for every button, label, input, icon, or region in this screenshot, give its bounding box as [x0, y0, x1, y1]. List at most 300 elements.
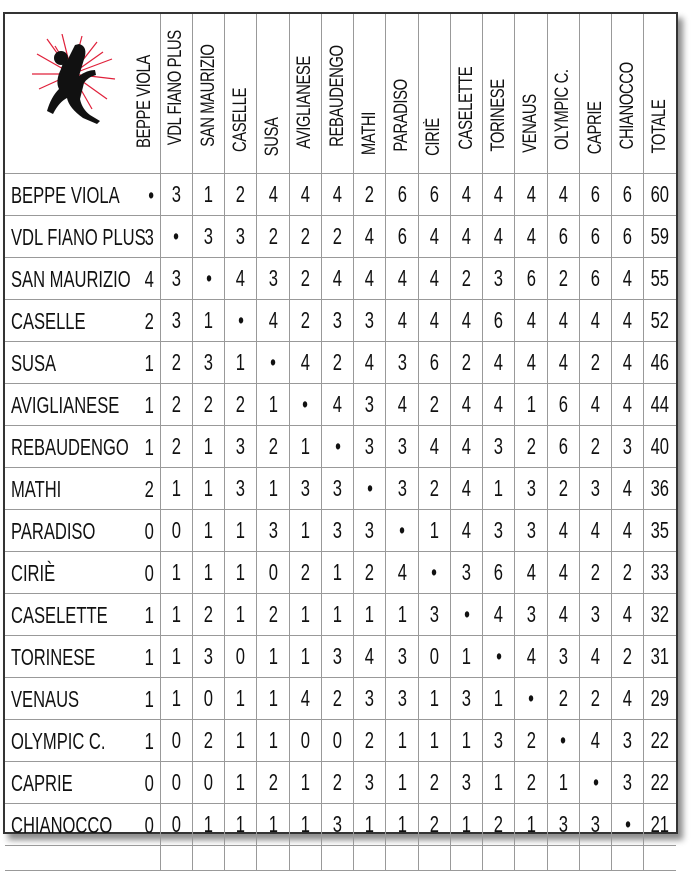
team-name: CIRIÈ: [11, 559, 56, 586]
bicycle-kick-logo-icon: [27, 34, 117, 129]
score-value: 3: [203, 222, 214, 249]
column-header-label: TORINESE: [487, 78, 509, 152]
score-value: 4: [623, 474, 633, 501]
score-cell: [257, 551, 289, 593]
score-value: 4: [526, 222, 536, 249]
score-cell: [386, 593, 418, 635]
score-cell: [483, 215, 515, 257]
table-row: [5, 257, 676, 299]
score-value: 2: [236, 390, 246, 417]
total-cell: [644, 551, 676, 593]
score-value: •: [270, 348, 276, 375]
score-cell: [612, 509, 644, 551]
score-value: 0: [203, 768, 214, 795]
team-name-cell: [5, 341, 160, 383]
score-cell: [257, 299, 289, 341]
score-cell: [483, 719, 515, 761]
score-cell: [192, 551, 224, 593]
team-name: TORINESE: [11, 643, 96, 670]
score-value: 1: [300, 642, 310, 669]
score-cell: [354, 677, 386, 719]
score-value: 1: [236, 684, 246, 711]
score-cell: [579, 509, 611, 551]
score-cell: [321, 173, 353, 215]
table-row: [5, 299, 676, 341]
score-cell: [321, 761, 353, 803]
score-cell: [192, 677, 224, 719]
score-cell: [483, 383, 515, 425]
score-cell: [257, 257, 289, 299]
score-cell: [192, 719, 224, 761]
column-header-label: CIRIÈ: [423, 118, 445, 157]
score-cell: [225, 509, 257, 551]
score-cell: [579, 425, 611, 467]
score-cell: [579, 551, 611, 593]
score-value: 4: [429, 222, 439, 249]
score-value: 3: [461, 558, 472, 585]
score-value: 1: [268, 390, 278, 417]
total-value: 35: [650, 516, 670, 543]
score-value: 1: [365, 810, 375, 837]
total-value: 32: [650, 600, 670, 627]
score-cell: [225, 551, 257, 593]
score-cell: [289, 341, 321, 383]
score-cell: [225, 257, 257, 299]
score-value: 0: [171, 516, 181, 543]
score-value: 3: [171, 264, 181, 291]
score-value: 1: [300, 810, 310, 837]
table-row: [5, 215, 676, 257]
total-cell: [644, 803, 676, 845]
score-cell: [160, 761, 192, 803]
score-value: 4: [268, 306, 278, 333]
score-cell: [160, 383, 192, 425]
score-cell: [418, 425, 450, 467]
score-value: 1: [236, 348, 246, 375]
score-cell: [483, 173, 515, 215]
score-cell: 0: [144, 517, 154, 544]
score-value: 3: [461, 684, 472, 711]
score-cell: [160, 509, 192, 551]
score-value: 1: [526, 810, 536, 837]
score-cell: [192, 299, 224, 341]
score-cell: [418, 173, 450, 215]
score-cell: [321, 341, 353, 383]
total-cell: [644, 635, 676, 677]
team-name-cell: [5, 635, 160, 677]
score-value: 1: [203, 180, 214, 207]
score-value: 3: [526, 474, 536, 501]
score-cell: [354, 509, 386, 551]
score-value: 2: [526, 726, 536, 753]
score-cell: [289, 173, 321, 215]
table-row: [5, 803, 676, 845]
score-cell: [579, 215, 611, 257]
score-cell: [160, 341, 192, 383]
score-value: 4: [623, 516, 633, 543]
score-value: •: [431, 558, 438, 585]
score-value: 4: [461, 390, 472, 417]
column-header-mathi: [354, 14, 386, 173]
score-cell: [160, 299, 192, 341]
score-cell: [450, 551, 482, 593]
column-header-cirie: [418, 14, 450, 173]
score-cell: [257, 509, 289, 551]
score-cell: 3: [144, 223, 154, 250]
score-value: 4: [365, 642, 375, 669]
score-cell: [289, 677, 321, 719]
team-name-cell: [5, 761, 160, 803]
score-cell: [450, 509, 482, 551]
score-value: 1: [171, 558, 181, 585]
score-cell: [579, 341, 611, 383]
score-cell: [547, 719, 579, 761]
score-value: 3: [332, 642, 343, 669]
score-cell: [547, 803, 579, 845]
score-value: 3: [397, 474, 407, 501]
score-value: 0: [332, 726, 343, 753]
column-header-text: [359, 106, 381, 161]
score-cell: [225, 677, 257, 719]
score-cell: [225, 593, 257, 635]
score-cell: [579, 467, 611, 509]
score-value: 1: [300, 600, 310, 627]
score-cell: [450, 719, 482, 761]
score-cell: [450, 635, 482, 677]
score-cell: [483, 299, 515, 341]
score-cell: [192, 635, 224, 677]
score-cell: [612, 425, 644, 467]
score-cell: [483, 677, 515, 719]
score-value: 1: [461, 810, 472, 837]
score-cell: 1: [144, 433, 154, 460]
score-value: 1: [397, 600, 407, 627]
team-name-cell: [5, 719, 160, 761]
team-name: VENAUS: [11, 685, 80, 712]
score-value: •: [495, 642, 502, 669]
score-value: 2: [590, 684, 601, 711]
score-value: 4: [590, 516, 601, 543]
column-header-label: VDL FIANO PLUS: [165, 30, 187, 146]
score-cell: [418, 551, 450, 593]
score-cell: [257, 719, 289, 761]
score-value: 3: [332, 306, 343, 333]
score-value: 3: [365, 768, 375, 795]
score-cell: [483, 803, 515, 845]
score-cell: [257, 215, 289, 257]
score-cell: [160, 215, 192, 257]
score-value: 3: [494, 264, 504, 291]
score-cell: [225, 719, 257, 761]
score-value: 1: [236, 600, 246, 627]
score-cell: [289, 299, 321, 341]
score-value: 3: [365, 390, 375, 417]
score-cell: [386, 551, 418, 593]
score-cell: [289, 551, 321, 593]
table-row: [5, 593, 676, 635]
table-row: [5, 467, 676, 509]
score-cell: [257, 383, 289, 425]
score-value: 3: [494, 516, 504, 543]
column-header-beppe-viola: [134, 42, 156, 161]
score-cell: [418, 635, 450, 677]
score-cell: 0: [144, 559, 154, 586]
score-cell: [192, 761, 224, 803]
score-value: 6: [558, 432, 568, 459]
score-value: 2: [623, 642, 633, 669]
score-value: 1: [236, 768, 246, 795]
score-value: 3: [365, 432, 375, 459]
score-cell: [321, 635, 353, 677]
score-value: 1: [397, 726, 407, 753]
table-row: [5, 509, 676, 551]
score-cell: [418, 383, 450, 425]
score-cell: 1: [144, 349, 154, 376]
score-cell: [192, 215, 224, 257]
score-cell: [289, 593, 321, 635]
team-name: CASELLE: [11, 307, 86, 334]
score-cell: [192, 341, 224, 383]
total-cell: [644, 467, 676, 509]
standings-table-frame: [3, 12, 678, 838]
score-value: 4: [494, 222, 504, 249]
score-cell: 0: [144, 769, 154, 796]
score-value: 1: [236, 726, 246, 753]
score-cell: [354, 803, 386, 845]
score-cell: [579, 761, 611, 803]
score-value: 6: [558, 222, 568, 249]
score-cell: [418, 257, 450, 299]
score-value: 3: [397, 432, 407, 459]
score-value: 2: [623, 558, 633, 585]
team-name: REBAUDENGO: [11, 433, 129, 460]
score-cell: [612, 467, 644, 509]
score-cell: [547, 341, 579, 383]
score-cell: [386, 719, 418, 761]
score-value: 4: [365, 264, 375, 291]
score-value: 6: [526, 264, 536, 291]
score-value: 6: [429, 180, 439, 207]
score-value: 3: [332, 516, 343, 543]
score-cell: [160, 425, 192, 467]
score-cell: [483, 509, 515, 551]
score-value: 1: [171, 642, 181, 669]
score-value: 2: [429, 474, 439, 501]
score-cell: [354, 299, 386, 341]
score-value: 3: [558, 642, 568, 669]
score-value: 1: [397, 768, 407, 795]
total-value: 21: [650, 810, 670, 837]
total-value: 33: [650, 558, 670, 585]
score-value: 2: [268, 432, 278, 459]
score-value: 4: [526, 348, 536, 375]
table-row: [5, 425, 676, 467]
score-cell: [289, 215, 321, 257]
score-cell: [579, 173, 611, 215]
score-value: 1: [300, 432, 310, 459]
column-header-venaus: [515, 14, 547, 173]
score-cell: [612, 215, 644, 257]
score-cell: [386, 173, 418, 215]
team-name: CHIANOCCO: [11, 811, 113, 838]
score-cell: [225, 761, 257, 803]
score-cell: [386, 677, 418, 719]
score-value: 3: [590, 600, 601, 627]
score-value: •: [399, 516, 405, 543]
score-cell: [579, 719, 611, 761]
score-value: 2: [590, 432, 601, 459]
score-cell: [579, 383, 611, 425]
score-cell: [386, 467, 418, 509]
total-cell: [644, 509, 676, 551]
team-name: OLYMPIC C.: [11, 727, 106, 754]
score-value: 3: [300, 474, 310, 501]
score-cell: [225, 425, 257, 467]
score-cell: [160, 677, 192, 719]
score-cell: [612, 257, 644, 299]
score-value: 3: [171, 180, 181, 207]
score-value: 2: [461, 348, 472, 375]
score-cell: [450, 383, 482, 425]
score-value: 4: [590, 306, 601, 333]
total-cell: [644, 677, 676, 719]
column-header-text: [423, 113, 445, 161]
score-cell: [579, 593, 611, 635]
score-value: 1: [236, 810, 246, 837]
column-header-label: SAN MAURIZIO: [197, 44, 219, 148]
team-name: PARADISO: [11, 517, 96, 544]
score-cell: [386, 383, 418, 425]
score-cell: [612, 551, 644, 593]
score-value: 2: [300, 264, 310, 291]
score-value: 2: [365, 726, 375, 753]
score-cell: 2: [144, 475, 154, 502]
score-cell: [386, 635, 418, 677]
score-cell: [321, 383, 353, 425]
score-value: 1: [397, 810, 407, 837]
score-cell: [354, 467, 386, 509]
team-name-cell: [5, 509, 160, 551]
score-cell: [289, 467, 321, 509]
score-value: 1: [494, 684, 504, 711]
score-cell: [321, 215, 353, 257]
score-value: •: [624, 810, 631, 837]
score-value: •: [173, 222, 180, 249]
team-name: MATHI: [11, 475, 62, 502]
column-header-text: [391, 69, 413, 162]
score-cell: 2: [144, 307, 154, 334]
score-cell: [225, 383, 257, 425]
score-value: 3: [590, 810, 601, 837]
score-value: 4: [300, 684, 310, 711]
score-cell: [257, 341, 289, 383]
score-value: 3: [623, 768, 633, 795]
team-name-cell: [5, 173, 160, 215]
score-cell: 1: [144, 727, 154, 754]
score-cell: [354, 215, 386, 257]
score-value: 3: [236, 222, 246, 249]
score-value: 2: [300, 558, 310, 585]
score-cell: [160, 551, 192, 593]
score-cell: [354, 257, 386, 299]
team-name-cell: [5, 257, 160, 299]
score-cell: [515, 173, 547, 215]
score-cell: [289, 803, 321, 845]
team-name-cell: [5, 425, 160, 467]
score-cell: [257, 593, 289, 635]
score-value: 2: [429, 810, 439, 837]
score-cell: [515, 341, 547, 383]
score-cell: [515, 761, 547, 803]
score-value: 3: [526, 600, 536, 627]
score-cell: [450, 593, 482, 635]
column-header-label: CAPRIE: [584, 101, 606, 155]
score-value: 4: [461, 222, 472, 249]
total-value: 59: [650, 222, 670, 249]
score-value: 2: [365, 180, 375, 207]
score-value: 4: [558, 600, 568, 627]
score-cell: [225, 635, 257, 677]
score-value: 3: [397, 684, 407, 711]
score-value: 1: [332, 600, 343, 627]
column-header-rebaudengo: [321, 14, 353, 173]
score-value: 3: [494, 432, 504, 459]
score-cell: [192, 467, 224, 509]
column-header-label: REBAUDENGO: [326, 45, 348, 148]
score-cell: 4: [144, 265, 154, 292]
score-cell: [483, 257, 515, 299]
score-cell: [257, 425, 289, 467]
score-cell: [483, 341, 515, 383]
score-cell: [386, 299, 418, 341]
score-cell: [450, 215, 482, 257]
score-cell: [354, 635, 386, 677]
score-value: 1: [429, 516, 439, 543]
score-value: 1: [203, 558, 214, 585]
score-value: 2: [268, 222, 278, 249]
score-cell: [612, 593, 644, 635]
score-value: 1: [429, 684, 439, 711]
score-cell: [515, 383, 547, 425]
score-value: 3: [236, 432, 246, 459]
total-value: 52: [650, 306, 670, 333]
score-value: 4: [461, 180, 472, 207]
score-cell: [579, 257, 611, 299]
total-cell: [644, 341, 676, 383]
score-cell: [418, 467, 450, 509]
column-header-label: SUSA: [262, 117, 284, 157]
score-value: 2: [268, 600, 278, 627]
score-cell: [450, 467, 482, 509]
score-value: 2: [203, 600, 214, 627]
score-value: 4: [494, 348, 504, 375]
score-cell: [418, 509, 450, 551]
score-cell: [483, 467, 515, 509]
score-cell: [354, 551, 386, 593]
score-cell: [160, 803, 192, 845]
score-value: 4: [558, 180, 568, 207]
score-cell: [515, 593, 547, 635]
score-cell: [192, 803, 224, 845]
score-value: 0: [171, 810, 181, 837]
score-value: 4: [397, 264, 407, 291]
score-value: 2: [429, 390, 439, 417]
score-cell: [515, 803, 547, 845]
team-name: SAN MAURIZIO: [11, 265, 131, 292]
score-value: 2: [526, 432, 536, 459]
score-cell: [321, 803, 353, 845]
score-value: 1: [268, 726, 278, 753]
